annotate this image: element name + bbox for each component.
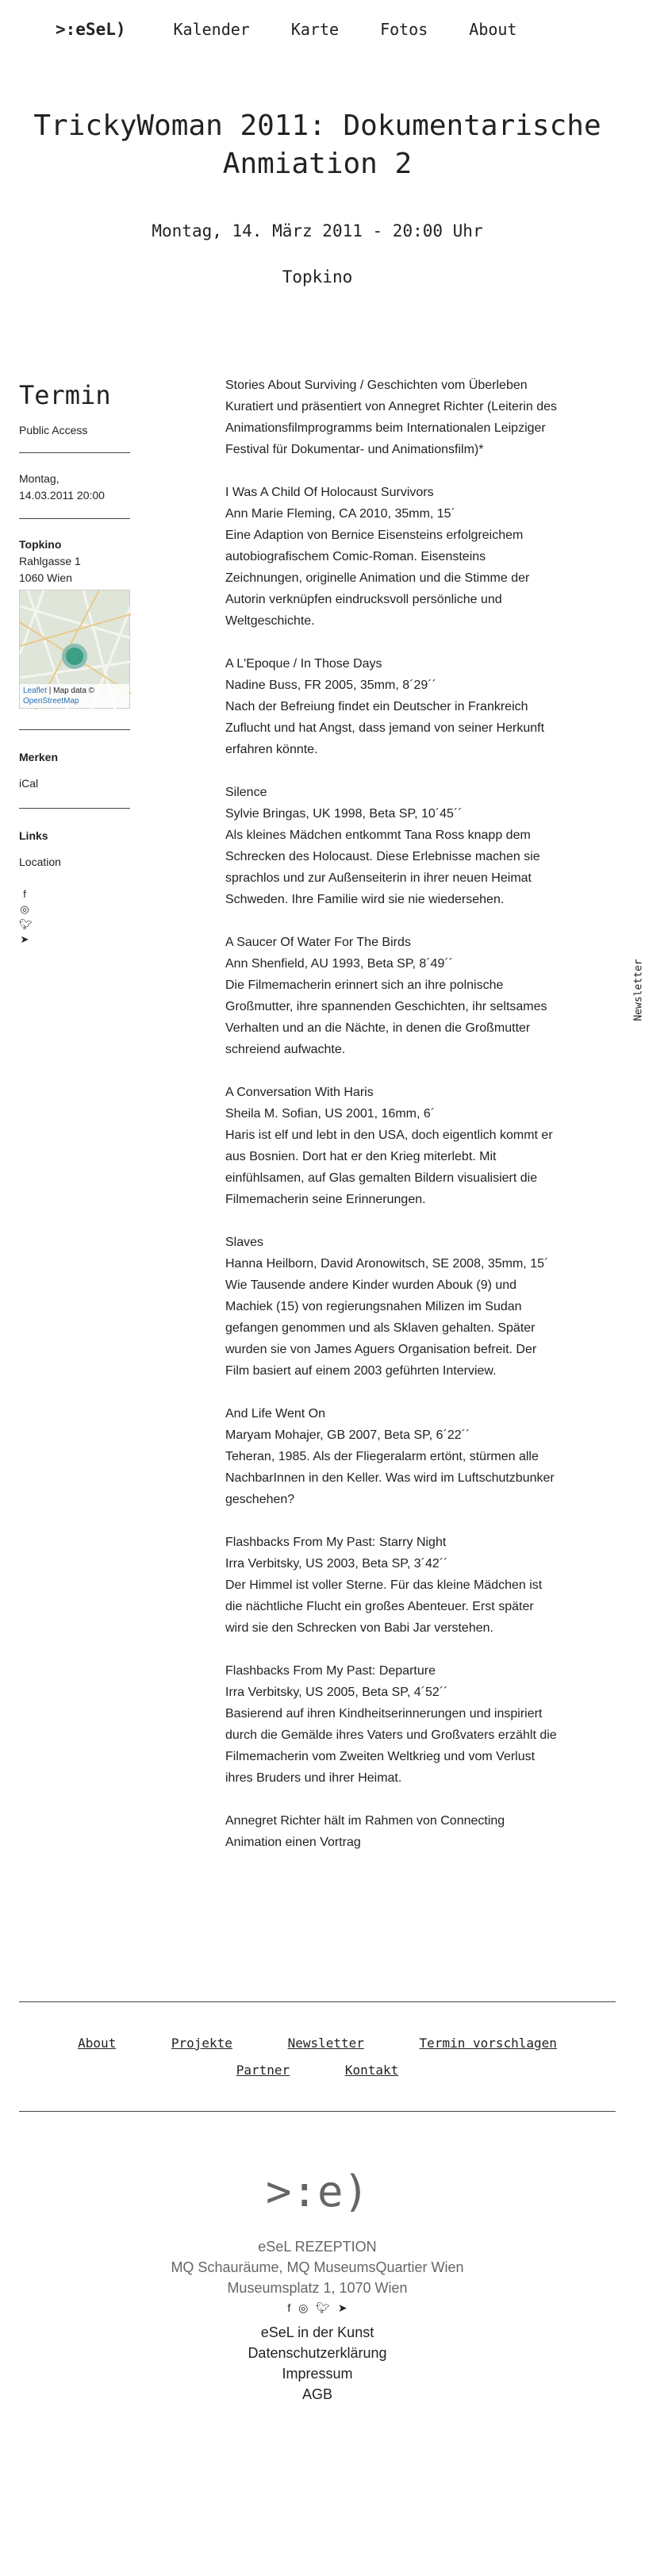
event-description	[225, 375, 619, 1853]
social-icons	[19, 890, 130, 944]
film-description-line: ihres Bruders und ihrer Heimat.	[225, 1771, 402, 1785]
film-description-line: Als kleines Mädchen entkommt Tana Ross knapp dem	[225, 829, 531, 842]
film-entry	[225, 782, 619, 910]
telegram-icon[interactable]: ➤	[337, 2301, 347, 2314]
instagram-icon[interactable]: ◎	[20, 903, 29, 915]
twitter-icon[interactable]: 🐦︎	[19, 918, 33, 930]
film-description-line: Eine Adaption von Bernice Eisensteins erfolgreichem	[225, 529, 524, 542]
film-description-line: einfühlsamen, auf Glas gemalten Bildern visualisiert die	[225, 1171, 538, 1185]
nav-kalender[interactable]: Kalender	[173, 20, 250, 39]
film-description-line: wird sie den Schrecken von Babi Jar verstehen.	[225, 1621, 493, 1635]
film-credits: Sheila M. Sofian, US 2001, 16mm, 6´	[225, 1107, 436, 1121]
event-venue: Topkino	[282, 267, 353, 286]
divider	[19, 808, 130, 809]
venue-name[interactable]: Topkino	[19, 538, 62, 551]
osm-link[interactable]: OpenStreetMap	[23, 697, 79, 706]
footer-address	[0, 2236, 635, 2298]
film-description-line: Filmemacherin seine Erinnerungen.	[225, 1193, 426, 1206]
film-title: A L'Epoque / In Those Days	[225, 657, 382, 671]
footer-links-row-1	[0, 2030, 635, 2057]
film-credits: Hanna Heilborn, David Aronowitsch, SE 2008, 35mm, 15´	[225, 1257, 549, 1271]
film-title: A Saucer Of Water For The Birds	[225, 936, 411, 949]
address-line: MQ Schauräume, MQ MuseumsQuartier Wien	[171, 2259, 464, 2275]
film-title: And Life Went On	[225, 1407, 325, 1421]
intro	[225, 375, 619, 460]
facebook-icon[interactable]: f	[23, 888, 26, 900]
intro-line: Animationsfilmprogramms beim Internationalen Leipziger	[225, 421, 546, 435]
address-line: Museumsplatz 1, 1070 Wien	[227, 2280, 408, 2296]
footer-divider	[19, 2001, 616, 2002]
film-description-line: Verhalten und an die Nächte, in denen die Großmutter	[225, 1021, 531, 1035]
film-description-line: Zuflucht und hat Angst, dass jemand von seiner Herkunft	[225, 721, 545, 735]
footer-link-impressum[interactable]: Impressum	[282, 2366, 353, 2382]
film-description-line: Weltgeschichte.	[225, 614, 315, 628]
footer-divider	[19, 2111, 616, 2112]
date-line-1: Montag,	[19, 472, 60, 485]
divider	[19, 729, 130, 730]
film-description-line: gefangen genommen und als Sklaven gehalten. Später	[225, 1321, 536, 1335]
film-title: Flashbacks From My Past: Starry Night	[225, 1536, 447, 1549]
film-description-line: Großmutter, ihre spannenden Geschichten, ihr seltsames	[225, 1000, 547, 1013]
location-map[interactable]	[19, 590, 130, 709]
film-description-line: durch die Gemälde ihres Vaters und Großvaters erzählt die	[225, 1728, 557, 1742]
film-description-line: Film basiert auf einem 2003 geführten Interview.	[225, 1364, 497, 1378]
footer-link-termin-vorschlagen[interactable]: Termin vorschlagen	[419, 2036, 557, 2051]
footer-link-partner[interactable]: Partner	[236, 2063, 290, 2078]
film-credits: Irra Verbitsky, US 2005, Beta SP, 4´52´´	[225, 1686, 448, 1699]
film-entry	[225, 1232, 619, 1382]
date-line-2: 14.03.2011 20:00	[19, 489, 105, 502]
footer-link-datenschutz[interactable]: Datenschutzerklärung	[248, 2345, 387, 2361]
intro-line: Stories About Surviving / Geschichten vom Überleben	[225, 379, 528, 392]
film-description-line: Basierend auf ihren Kindheitserinnerungen und inspiriert	[225, 1707, 543, 1721]
film-description-line: NachbarInnen in den Keller. Was wird im Luftschutzbunker	[225, 1471, 555, 1485]
film-description-line: Schweden. Ihre Familie wird sie nie wiedersehen.	[225, 893, 505, 906]
outro	[225, 1810, 619, 1853]
ical-link[interactable]: iCal	[19, 777, 39, 790]
merken-heading: Merken	[19, 751, 59, 763]
film-description-line: Autorin verknüpfen eindrucksvoll persönliche und	[225, 593, 502, 606]
film-title: Silence	[225, 786, 267, 799]
top-nav	[56, 17, 559, 41]
footer-link-about[interactable]: About	[78, 2036, 117, 2051]
film-description-line: Zeichnungen, originelle Animation und die Stimme der	[225, 571, 530, 585]
film-title: I Was A Child Of Holocaust Survivors	[225, 486, 434, 499]
page-title	[0, 107, 635, 183]
film-credits: Maryam Mohajer, GB 2007, Beta SP, 6´22´´	[225, 1428, 470, 1442]
film-description-line: Wie Tausende andere Kinder wurden Abouk (9) und	[225, 1278, 517, 1292]
footer-links	[0, 2030, 635, 2084]
nav-fotos[interactable]: Fotos	[380, 20, 428, 39]
footer-logo[interactable]: >:e)	[265, 2167, 370, 2217]
intro-line: Festival für Dokumentar- und Animationsfilm)*	[225, 443, 484, 456]
film-description-line: autobiografischem Comic-Roman. Eisensteins	[225, 550, 486, 563]
film-credits: Nadine Buss, FR 2005, 35mm, 8´29´´	[225, 679, 436, 692]
leaflet-link[interactable]: Leaflet	[23, 686, 48, 695]
outro-line: Animation einen Vortrag	[225, 1836, 361, 1849]
event-sidebar	[19, 381, 130, 944]
event-datetime: Montag, 14. März 2011 - 20:00 Uhr	[152, 221, 483, 240]
sidebar-heading: Termin	[19, 380, 111, 410]
film-entry	[225, 1532, 619, 1639]
film-description-line: aus Bosnien. Dort hat er den Krieg miterlebt. Mit	[225, 1150, 497, 1163]
newsletter-tab[interactable]: Newsletter	[632, 959, 645, 1021]
sidebar-venue	[19, 536, 130, 586]
access-label: Public Access	[19, 424, 88, 436]
film-entry	[225, 653, 619, 760]
film-credits: Ann Marie Fleming, CA 2010, 35mm, 15´	[225, 507, 455, 521]
footer-link-agb[interactable]: AGB	[301, 2386, 332, 2402]
film-entry	[225, 1403, 619, 1510]
address-line: eSeL REZEPTION	[258, 2239, 377, 2255]
film-entry	[225, 1082, 619, 1210]
film-title: Slaves	[225, 1236, 264, 1249]
film-description-line: Machiek (15) von regierungsnahen Milizen im Sudan	[225, 1300, 522, 1313]
event-header	[0, 107, 635, 286]
film-credits: Ann Shenfield, AU 1993, Beta SP, 8´49´´	[225, 957, 454, 971]
footer-social-icons	[0, 2301, 635, 2315]
telegram-icon[interactable]: ➤	[20, 933, 29, 945]
film-entry	[225, 482, 619, 632]
film-description-line: Haris ist elf und lebt in den USA, doch eigentlich kommt er	[225, 1128, 553, 1142]
film-description-line: Schrecken des Holocaust. Diese Erlebnisse machen sie	[225, 850, 540, 863]
instagram-icon[interactable]: ◎	[298, 2301, 309, 2314]
film-description-line: die nächtliche Flucht ein großes Abenteuer. Erst später	[225, 1600, 534, 1613]
address-line-1: Rahlgasse 1	[19, 555, 81, 567]
film-description-line: Teheran, 1985. Als der Fliegeralarm ertönt, stürmen alle	[225, 1450, 539, 1463]
divider	[19, 518, 130, 519]
nav-about[interactable]: About	[469, 20, 517, 39]
facebook-icon[interactable]: f	[287, 2301, 291, 2314]
divider	[19, 452, 130, 453]
links-heading: Links	[19, 829, 48, 842]
film-description-line: Nach der Befreiung findet ein Deutscher in Frankreich	[225, 700, 528, 713]
location-link[interactable]: Location	[19, 855, 61, 868]
address-line-2: 1060 Wien	[19, 571, 72, 584]
film-description-line: schreiend aufwachte.	[225, 1043, 346, 1056]
film-description-line: sprachlos und zur Außenseiterin in ihrer neuen Heimat	[225, 871, 532, 885]
film-description-line: Die Filmemacherin erinnert sich an ihre polnische	[225, 978, 504, 992]
footer-links-row-2	[0, 2057, 635, 2084]
footer-link-projekte[interactable]: Projekte	[171, 2036, 232, 2051]
film-description-line: Filmemacherin vom Zweiten Weltkrieg und vom Verlust	[225, 1750, 536, 1763]
film-entry	[225, 1660, 619, 1789]
location-marker-icon	[66, 648, 83, 665]
film-description-line: wurden sie von James Aguers Organisation befreit. Der	[225, 1343, 537, 1356]
film-title: A Conversation With Haris	[225, 1086, 374, 1099]
map-attr-text: | Map data ©	[47, 686, 95, 695]
footer-link-kontakt[interactable]: Kontakt	[344, 2063, 399, 2078]
map-attribution	[20, 684, 129, 708]
film-description-line: geschehen?	[225, 1493, 295, 1506]
site-logo[interactable]: >:eSeL)	[56, 20, 126, 39]
footer-extra-links	[0, 2322, 635, 2405]
outro-line: Annegret Richter hält im Rahmen von Connecting	[225, 1814, 505, 1828]
film-description-line: Der Himmel ist voller Sterne. Für das kleine Mädchen ist	[225, 1578, 543, 1592]
intro-line: Kuratiert und präsentiert von Annegret Richter (Leiterin des	[225, 400, 558, 413]
footer-link-esel-in-der-kunst[interactable]: eSeL in der Kunst	[260, 2324, 374, 2340]
film-list	[225, 482, 619, 1789]
film-title: Flashbacks From My Past: Departure	[225, 1664, 436, 1678]
footer-link-newsletter[interactable]: Newsletter	[287, 2036, 364, 2051]
film-entry	[225, 932, 619, 1060]
nav-karte[interactable]: Karte	[290, 20, 340, 39]
sidebar-date	[19, 471, 130, 504]
film-credits: Sylvie Bringas, UK 1998, Beta SP, 10´45´´	[225, 807, 463, 821]
title-line-2: Anmiation 2	[222, 148, 413, 180]
film-credits: Irra Verbitsky, US 2003, Beta SP, 3´42´´	[225, 1557, 448, 1571]
film-description-line: erfahren könnte.	[225, 743, 318, 756]
title-line-1: TrickyWoman 2011: Dokumentarische	[33, 110, 601, 142]
twitter-icon[interactable]: 🐦︎	[316, 2301, 331, 2314]
